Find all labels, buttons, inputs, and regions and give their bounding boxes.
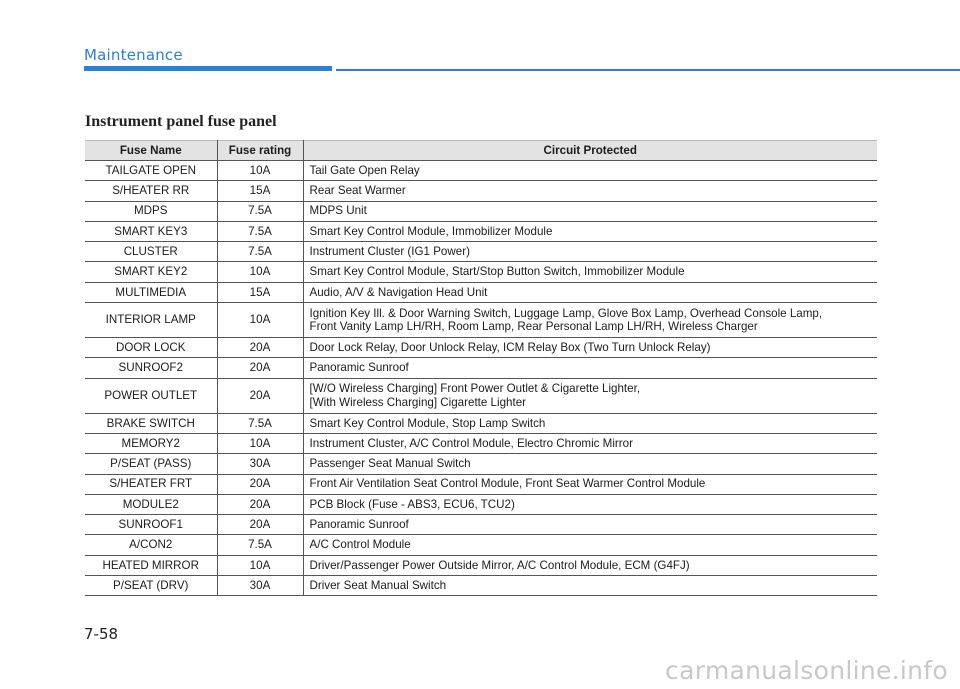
page-title: Instrument panel fuse panel: [85, 113, 277, 130]
circuit-protected-cell: [303, 413, 877, 433]
circuit-protected-cell: [303, 201, 877, 221]
table-row: [85, 555, 877, 575]
circuit-protected-cell: [303, 474, 877, 494]
fuse-rating-cell: 7.5A: [217, 413, 303, 433]
circuit-protected-cell: [303, 378, 877, 413]
fuse-name-cell: A/CON2: [85, 535, 217, 555]
table-row: [85, 161, 877, 181]
fuse-rating-cell: 20A: [217, 515, 303, 535]
circuit-protected-cell: [303, 282, 877, 302]
fuse-rating-cell: 10A: [217, 303, 303, 338]
fuse-name-cell: S/HEATER FRT: [85, 474, 217, 494]
table-row: [85, 474, 877, 494]
table-row: [85, 262, 877, 282]
fuse-name-cell: MODULE2: [85, 494, 217, 514]
page-number: 7-58: [84, 625, 119, 643]
circuit-line: Smart Key Control Module, Immobilizer Module: [309, 224, 553, 238]
fuse-rating-cell: 10A: [217, 262, 303, 282]
fuse-rating-cell: 7.5A: [217, 201, 303, 221]
circuit-protected-cell: [303, 454, 877, 474]
fuse-rating-cell: 20A: [217, 358, 303, 378]
fuse-rating-cell: 10A: [217, 161, 303, 181]
circuit-protected-cell: [303, 221, 877, 241]
fuse-rating-cell: 30A: [217, 454, 303, 474]
circuit-line: Smart Key Control Module, Start/Stop Button Switch, Immobilizer Module: [309, 265, 685, 279]
table-row: [85, 378, 877, 413]
circuit-line: Front Air Ventilation Seat Control Module, Front Seat Warmer Control Module: [309, 477, 706, 491]
table-row: [85, 413, 877, 433]
circuit-protected-cell: [303, 535, 877, 555]
circuit-protected-cell: [303, 515, 877, 535]
circuit-line: [W/O Wireless Charging] Front Power Outlet & Cigarette Lighter,: [309, 382, 641, 396]
table-row: [85, 201, 877, 221]
circuit-line: Driver/Passenger Power Outside Mirror, A/C Control Module, ECM (G4FJ): [309, 558, 690, 572]
table-row: [85, 358, 877, 378]
fuse-name-cell: SMART KEY3: [85, 221, 217, 241]
circuit-line: MDPS Unit: [309, 204, 367, 218]
circuit-line: Instrument Cluster (IG1 Power): [309, 245, 470, 259]
fuse-table: [85, 140, 877, 596]
header-circuit-protected: Circuit Protected: [303, 141, 877, 161]
header-fuse-rating: Fuse rating: [217, 141, 303, 161]
circuit-protected-cell: [303, 161, 877, 181]
watermark: carmanualsonline.info: [665, 656, 948, 685]
circuit-line: Audio, A/V & Navigation Head Unit: [309, 285, 488, 299]
fuse-rating-cell: 7.5A: [217, 221, 303, 241]
circuit-line: Panoramic Sunroof: [309, 518, 409, 532]
circuit-protected-cell: [303, 242, 877, 262]
header-rule-thick: [84, 66, 332, 71]
circuit-line: Passenger Seat Manual Switch: [309, 457, 471, 471]
table-row: [85, 338, 877, 358]
table-row: [85, 303, 877, 338]
table-row: [85, 433, 877, 453]
header-fuse-name: Fuse Name: [85, 141, 217, 161]
circuit-line: PCB Block (Fuse - ABS3, ECU6, TCU2): [309, 497, 515, 511]
table-row: [85, 181, 877, 201]
circuit-line: Rear Seat Warmer: [309, 184, 406, 198]
fuse-name-cell: MULTIMEDIA: [85, 282, 217, 302]
section-label: Maintenance: [84, 46, 183, 64]
fuse-rating-cell: 10A: [217, 555, 303, 575]
circuit-protected-cell: [303, 433, 877, 453]
circuit-line: A/C Control Module: [309, 538, 411, 552]
table-header-row: [85, 141, 877, 161]
circuit-line: [With Wireless Charging] Cigarette Lighter: [309, 395, 526, 409]
table-row: [85, 242, 877, 262]
fuse-name-cell: CLUSTER: [85, 242, 217, 262]
circuit-line: Panoramic Sunroof: [309, 361, 409, 375]
fuse-rating-cell: 15A: [217, 282, 303, 302]
circuit-line: Driver Seat Manual Switch: [309, 578, 447, 592]
fuse-rating-cell: 7.5A: [217, 535, 303, 555]
fuse-rating-cell: 7.5A: [217, 242, 303, 262]
fuse-name-cell: DOOR LOCK: [85, 338, 217, 358]
circuit-protected-cell: [303, 576, 877, 596]
circuit-line: Door Lock Relay, Door Unlock Relay, ICM Relay Box (Two Turn Unlock Relay): [309, 340, 711, 354]
table-row: [85, 515, 877, 535]
fuse-rating-cell: 30A: [217, 576, 303, 596]
circuit-protected-cell: [303, 494, 877, 514]
circuit-line: Ignition Key Ill. & Door Warning Switch, Luggage Lamp, Glove Box Lamp, Overhead Console Lamp,: [309, 306, 823, 320]
fuse-name-cell: INTERIOR LAMP: [85, 303, 217, 338]
circuit-protected-cell: [303, 555, 877, 575]
fuse-name-cell: SUNROOF1: [85, 515, 217, 535]
fuse-rating-cell: 20A: [217, 378, 303, 413]
fuse-rating-cell: 20A: [217, 338, 303, 358]
circuit-line: Front Vanity Lamp LH/RH, Room Lamp, Rear Personal Lamp LH/RH, Wireless Charger: [309, 320, 758, 334]
circuit-protected-cell: [303, 358, 877, 378]
fuse-name-cell: SUNROOF2: [85, 358, 217, 378]
fuse-name-cell: P/SEAT (PASS): [85, 454, 217, 474]
fuse-name-cell: SMART KEY2: [85, 262, 217, 282]
circuit-protected-cell: [303, 262, 877, 282]
fuse-rating-cell: 20A: [217, 474, 303, 494]
circuit-protected-cell: [303, 181, 877, 201]
table-row: [85, 576, 877, 596]
fuse-name-cell: HEATED MIRROR: [85, 555, 217, 575]
fuse-rating-cell: 20A: [217, 494, 303, 514]
circuit-protected-cell: [303, 338, 877, 358]
fuse-name-cell: TAILGATE OPEN: [85, 161, 217, 181]
table-row: [85, 535, 877, 555]
circuit-line: Instrument Cluster, A/C Control Module, Electro Chromic Mirror: [309, 436, 633, 450]
fuse-name-cell: BRAKE SWITCH: [85, 413, 217, 433]
circuit-line: Tail Gate Open Relay: [309, 163, 420, 177]
table-row: [85, 494, 877, 514]
circuit-protected-cell: [303, 303, 877, 338]
fuse-table-body: [85, 161, 877, 596]
fuse-rating-cell: 10A: [217, 433, 303, 453]
fuse-name-cell: POWER OUTLET: [85, 378, 217, 413]
fuse-name-cell: MEMORY2: [85, 433, 217, 453]
table-row: [85, 221, 877, 241]
fuse-rating-cell: 15A: [217, 181, 303, 201]
fuse-name-cell: MDPS: [85, 201, 217, 221]
fuse-name-cell: S/HEATER RR: [85, 181, 217, 201]
table-row: [85, 282, 877, 302]
header-rule-thin: [336, 69, 960, 71]
circuit-line: Smart Key Control Module, Stop Lamp Switch: [309, 416, 546, 430]
table-row: [85, 454, 877, 474]
fuse-name-cell: P/SEAT (DRV): [85, 576, 217, 596]
